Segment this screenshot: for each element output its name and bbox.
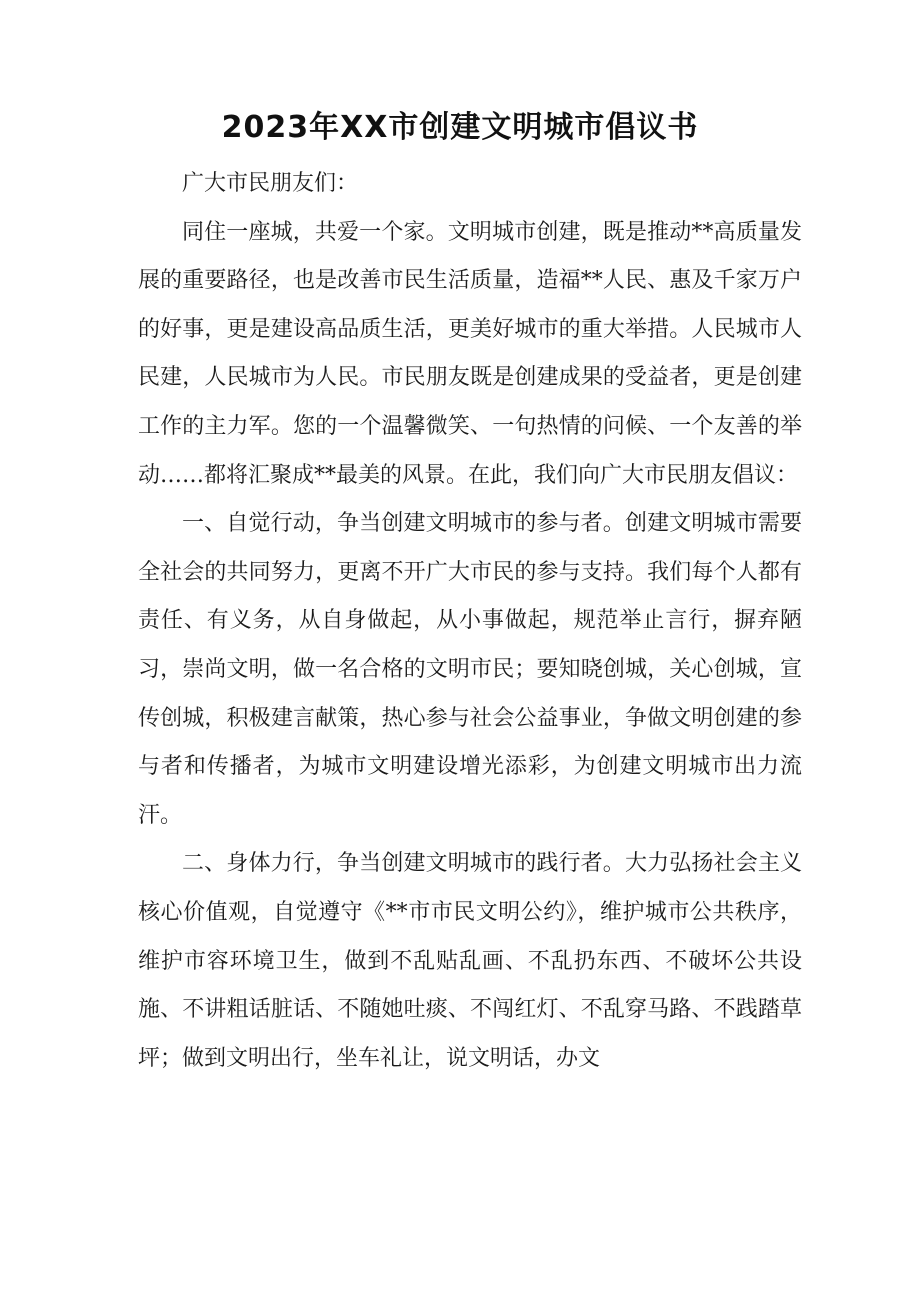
paragraph-intro: 同住一座城，共爱一个家。文明城市创建，既是推动**高质量发展的重要路径，也是改善市民生活质量，造福**人民、惠及千家万户的好事，更是建设高品质生活，更美好城市的重大举措。人民城市人民建，人民城市为人民。市民朋友既是创建成果的受益者，更是创建工作的主力军。您的一个温馨微笑、一句热情的问候、一个友善的举动……都将汇聚成**最美的风景。在此，我们向广大市民朋友倡议：	[138, 219, 802, 488]
paragraph-initiative-1: 一、自觉行动，争当创建文明城市的参与者。创建文明城市需要全社会的共同努力，更离不开广大市民的参与支持。我们每个人都有责任、有义务，从自身做起，从小事做起，规范举止言行，摒弃陋习，崇尚文明，做一名合格的文明市民；要知晓创城，关心创城，宣传创城，积极建言献策，热心参与社会公益事业，争做文明创建的参与者和传播者，为城市文明建设增光添彩，为创建文明城市出力流汗。	[138, 511, 802, 828]
document-title: 2023年XX市创建文明城市倡议书	[221, 110, 699, 145]
document-body	[138, 160, 802, 1083]
salutation: 广大市民朋友们：	[182, 171, 359, 196]
paragraph-initiative-2: 二、身体力行，争当创建文明城市的践行者。大力弘扬社会主义核心价值观，自觉遵守《**市市民文明公约》，维护城市公共秩序，维护市容环境卫生，做到不乱贴乱画、不乱扔东西、不破坏公共设施、不讲粗话脏话、不随她吐痰、不闯红灯、不乱穿马路、不践踏草坪；做到文明出行，坐车礼让，说文明话，办文	[138, 851, 802, 1071]
